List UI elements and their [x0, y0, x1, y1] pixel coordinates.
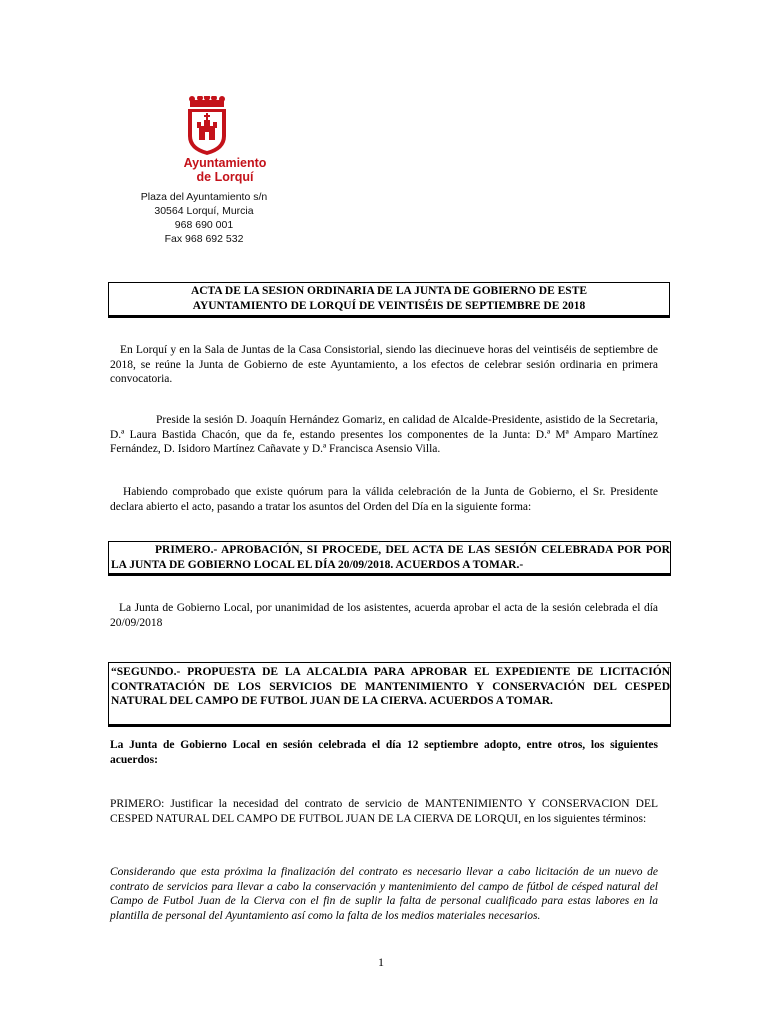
org-name-line1: Ayuntamiento	[183, 156, 267, 170]
segundo-heading	[108, 662, 671, 727]
primero-resolution: La Junta de Gobierno Local, por unanimidad de los asistentes, acuerda aprobar el acta de la sesión celebrada el día 20/09/2018	[110, 602, 658, 629]
fax-number: Fax 968 692 532	[164, 233, 244, 245]
title-line2: AYUNTAMIENTO DE LORQUÍ DE VEINTISÉIS DE SEPTIEMBRE DE 2018	[192, 299, 586, 312]
title-line1: ACTA DE LA SESION ORDINARIA DE LA JUNTA DE GOBIERNO DE ESTE	[190, 285, 588, 297]
address-line2: 30564 Lorquí, Murcia	[154, 205, 254, 217]
justificar-paragraph: PRIMERO: Justificar la necesidad del contrato de servicio de MANTENIMIENTO Y CONSERVACION DEL CESPED NATURAL DEL CAMPO DE FUTBOL JUAN DE LA CIERVA DE LORQUI, en los siguientes términos:	[110, 798, 658, 825]
intro-paragraph: En Lorquí y en la Sala de Juntas de la Casa Consistorial, siendo las diecinueve horas del veintiséis de septiembre de 2018, se reúne la Junta de Gobierno de este Ayuntamiento, a los efectos de celebrar sesión ordinaria en primera convocatoria.	[110, 344, 658, 385]
page-number: 1	[378, 955, 384, 969]
organization-name	[170, 156, 280, 184]
primero-heading-text: PRIMERO.- APROBACIÓN, SI PROCEDE, DEL ACTA DE LAS SESIÓN CELEBRADA POR POR LA JUNTA DE GOBIERNO LOCAL EL DÍA 20/09/2018. ACUERDOS A TOMAR.-	[111, 544, 670, 571]
address-line1: Plaza del Ayuntamiento s/n	[140, 191, 268, 203]
quorum-paragraph: Habiendo comprobado que existe quórum para la válida celebración de la Junta de Gobierno, el Sr. Presidente declara abierto el acto, pasando a tratar los asuntos del Orden del Día en la siguiente forma:	[110, 486, 658, 513]
document-title	[108, 282, 670, 318]
segundo-intro: La Junta de Gobierno Local en sesión celebrada el día 12 septiembre adopto, entre otros, los siguientes acuerdos:	[110, 739, 658, 766]
contact-address	[134, 190, 274, 246]
crest-icon	[184, 96, 230, 156]
phone-number: 968 690 001	[174, 219, 234, 231]
attendance-paragraph: Preside la sesión D. Joaquín Hernández Gomariz, en calidad de Alcalde-Presidente, asistido de la Secretaria, D.ª Laura Bastida Chacón, que da fe, estando presentes los componentes de la Junta: D.ª Mª Amparo Martínez Fernández, D. Isidoro Martínez Cañavate y D.ª Francisca Asensio Villa.	[110, 414, 658, 455]
org-name-line2: de Lorquí	[196, 170, 254, 184]
considerando-paragraph: Considerando que esta próxima la finalización del contrato es necesario llevar a cabo licitación de un nuevo de contrato de servicios para llevar a cabo la conservación y mantenimiento del campo de fútbol de césped natural del Campo de Futbol Juan de la Cierva con el fin de suplir la falta de personal cualificado para estas labores en la plantilla de personal del Ayuntamiento así como la falta de los medios materiales necesarios.	[110, 866, 658, 922]
primero-heading	[108, 541, 671, 576]
segundo-heading-text: “SEGUNDO.- PROPUESTA DE LA ALCALDIA PARA APROBAR EL EXPEDIENTE DE LICITACIÓN CONTRATACIÓN DE LOS SERVICIOS DE MANTENIMIENTO Y CONSERVACIÓN DEL CESPED NATURAL DEL CAMPO DE FUTBOL JUAN DE LA CIERVA. ACUERDOS A TOMAR.	[111, 666, 670, 707]
